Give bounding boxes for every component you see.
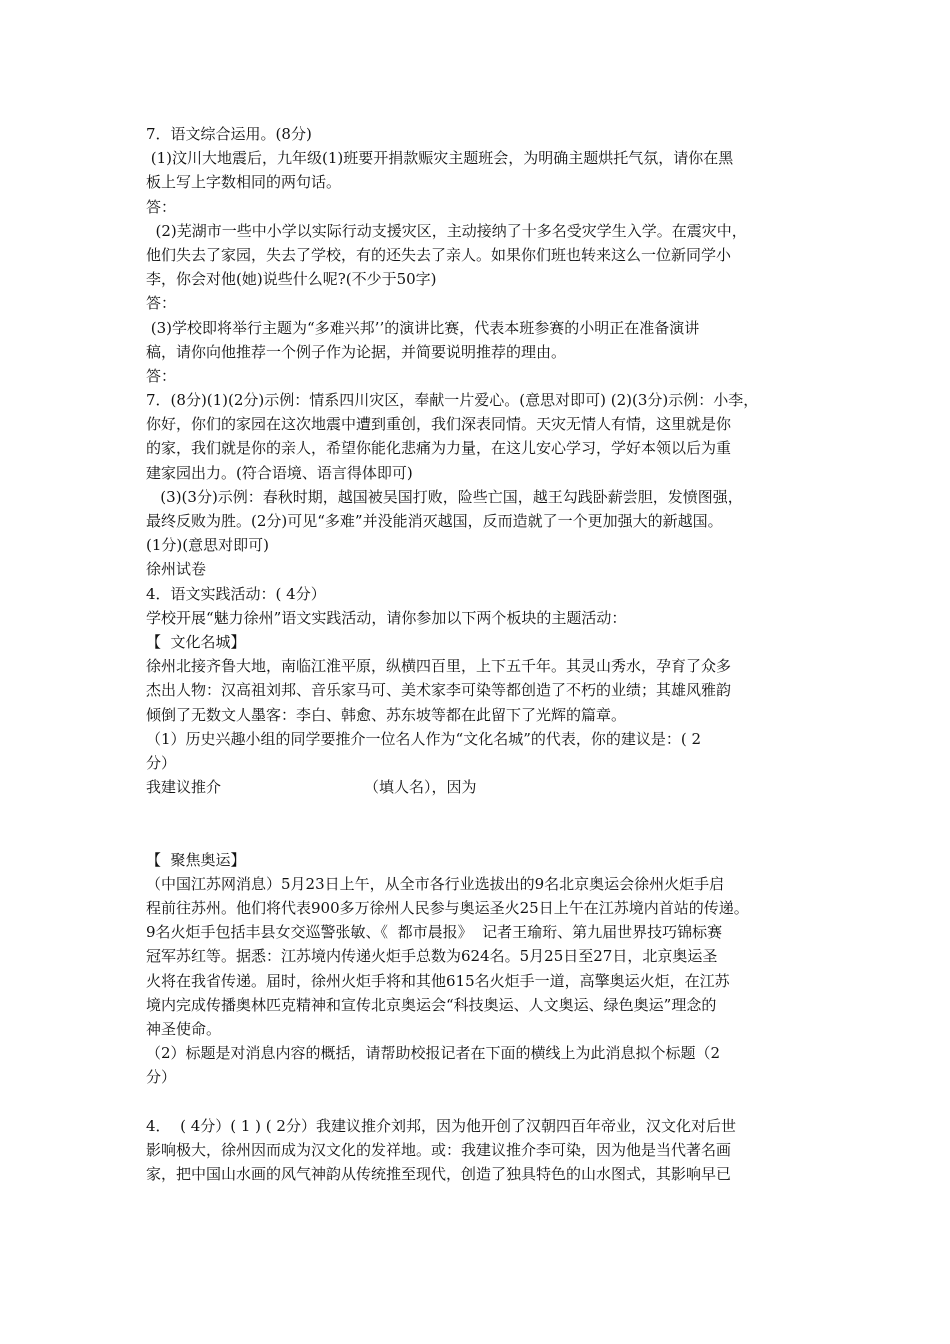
text-line: 4． ( 4分）( 1 ) ( 2分）我建议推介刘邦，因为他开创了汉朝四百年帝业，汉文化对后世 [146,1116,736,1135]
text-line: 答： [146,294,177,313]
text-line: （2）标题是对消息内容的概括，请帮助校报记者在下面的横线上为此消息拟个标题（2 [146,1044,721,1063]
text-line: 稿，请你向他推荐一个例子作为论据，并简要说明推荐的理由。 [146,342,567,361]
text-line: 的家，我们就是你的亲人，希望你能化悲痛为力量，在这儿安心学习，学好本领以后为重 [146,439,732,458]
text-line: 7．(8分)(1)(2分)示例：情系四川灾区，奉献一片爱心。(意思对即可) (2)(3分)示例：小李， [146,391,759,410]
text-line: (3)(3分)示例：春秋时期，越国被吴国打败，险些亡国，越王勾践卧薪尝胆，发愤图强， [146,487,743,506]
text-line: 你好，你们的家园在这次地震中遭到重创，我们深表同情。天灾无情人有情，这里就是你 [146,415,732,434]
text-line: 板上写上字数相同的两句话。 [146,173,342,192]
text-line: 倾倒了无数文人墨客：李白、韩愈、苏东坡等都在此留下了光辉的篇章。 [146,705,627,724]
blank-space [146,799,812,847]
text-line: 9名火炬手包括丰县女交巡警张敏、《 都市晨报》 记者王瑜珩、第九届世界技巧锦标赛 [146,923,723,942]
text-line: 7．语文综合运用。(8分) [146,125,312,143]
text-line: 杰出人物：汉高祖刘邦、音乐家马可、美术家李可染等都创造了不朽的业绩；其雄风雅韵 [146,681,732,700]
text-line: 他们失去了家园，失去了学校，有的还失去了亲人。如果你们班也转来这么一位新同学小 [146,245,732,264]
section-a [146,122,812,799]
text-line: (2)芜湖市一些中小学以实际行动支援灾区，主动接纳了十多名受灾学生入学。在震灾中， [146,221,747,240]
section-b [146,848,812,1090]
text-line: 我建议推介 （填人名），因为 [146,778,477,797]
text-line: 分） [146,1068,177,1087]
text-line: 境内完成传播奥林匹克精神和宣传北京奥运会“科技奥运、人文奥运、绿色奥运”理念的 [146,995,717,1014]
text-line: 4．语文实践活动：( 4分） [146,584,326,603]
text-line: 火将在我省传递。届时，徐州火炬手将和其他615名火炬手一道，高擎奥运火炬，在江苏 [146,971,730,990]
text-line: (1分)(意思对即可) [146,536,269,555]
text-line: 【 文化名城】 [146,632,246,651]
text-line: 最终反败为胜。(2分)可见“多难”并没能消灭越国，反而造就了一个更加强大的新越国。 [146,512,723,530]
text-line: 答： [146,366,177,385]
text-line: 徐州试卷 [146,560,207,579]
text-line: 徐州北接齐鲁大地，南临江淮平原，纵横四百里，上下五千年。其灵山秀水，孕育了众多 [146,657,732,676]
text-line: （中国江苏网消息）5月23日上午，从全市各行业选拔出的9名北京奥运会徐州火炬手启 [146,874,725,893]
text-line: 冠军苏红等。据悉：江苏境内传递火炬手总数为624名。5月25日至27日，北京奥运圣 [146,947,718,966]
text-line: 李，你会对他(她)说些什么呢?(不少于50字) [146,270,437,289]
text-line: (3)学校即将举行主题为“多难兴邦’’的演讲比赛，代表本班参赛的小明正在准备演讲 [146,318,700,337]
text-line: 学校开展“魅力徐州”语文实践活动，请你参加以下两个板块的主题活动： [146,608,627,627]
blank-space [146,1090,812,1114]
text-line: 家，把中国山水画的风气神韵从传统推至现代，创造了独具特色的山水图式，其影响早已 [146,1165,732,1184]
text-line: 影响极大，徐州因而成为汉文化的发祥地。或：我建议推介李可染，因为他是当代著名画 [146,1140,732,1159]
text-line: (1)汶川大地震后，九年级(1)班要开捐款赈灾主题班会，为明确主题烘托气氛，请你在黑 [146,149,734,168]
text-line: 程前往苏州。他们将代表900多万徐州人民参与奥运圣火25日上午在江苏境内首站的传递。 [146,899,749,918]
text-line: 建家园出力。(符合语境、语言得体即可) [146,463,413,482]
text-line: 神圣使命。 [146,1019,222,1038]
text-line: 【 聚焦奥运】 [146,850,246,869]
text-line: （1）历史兴趣小组的同学要推介一位名人作为“文化名城”的代表，你的建议是：( 2 [146,729,702,748]
text-line: 答： [146,197,177,216]
section-c [146,1114,812,1187]
document-page [146,122,812,1186]
text-line: 分） [146,753,177,772]
